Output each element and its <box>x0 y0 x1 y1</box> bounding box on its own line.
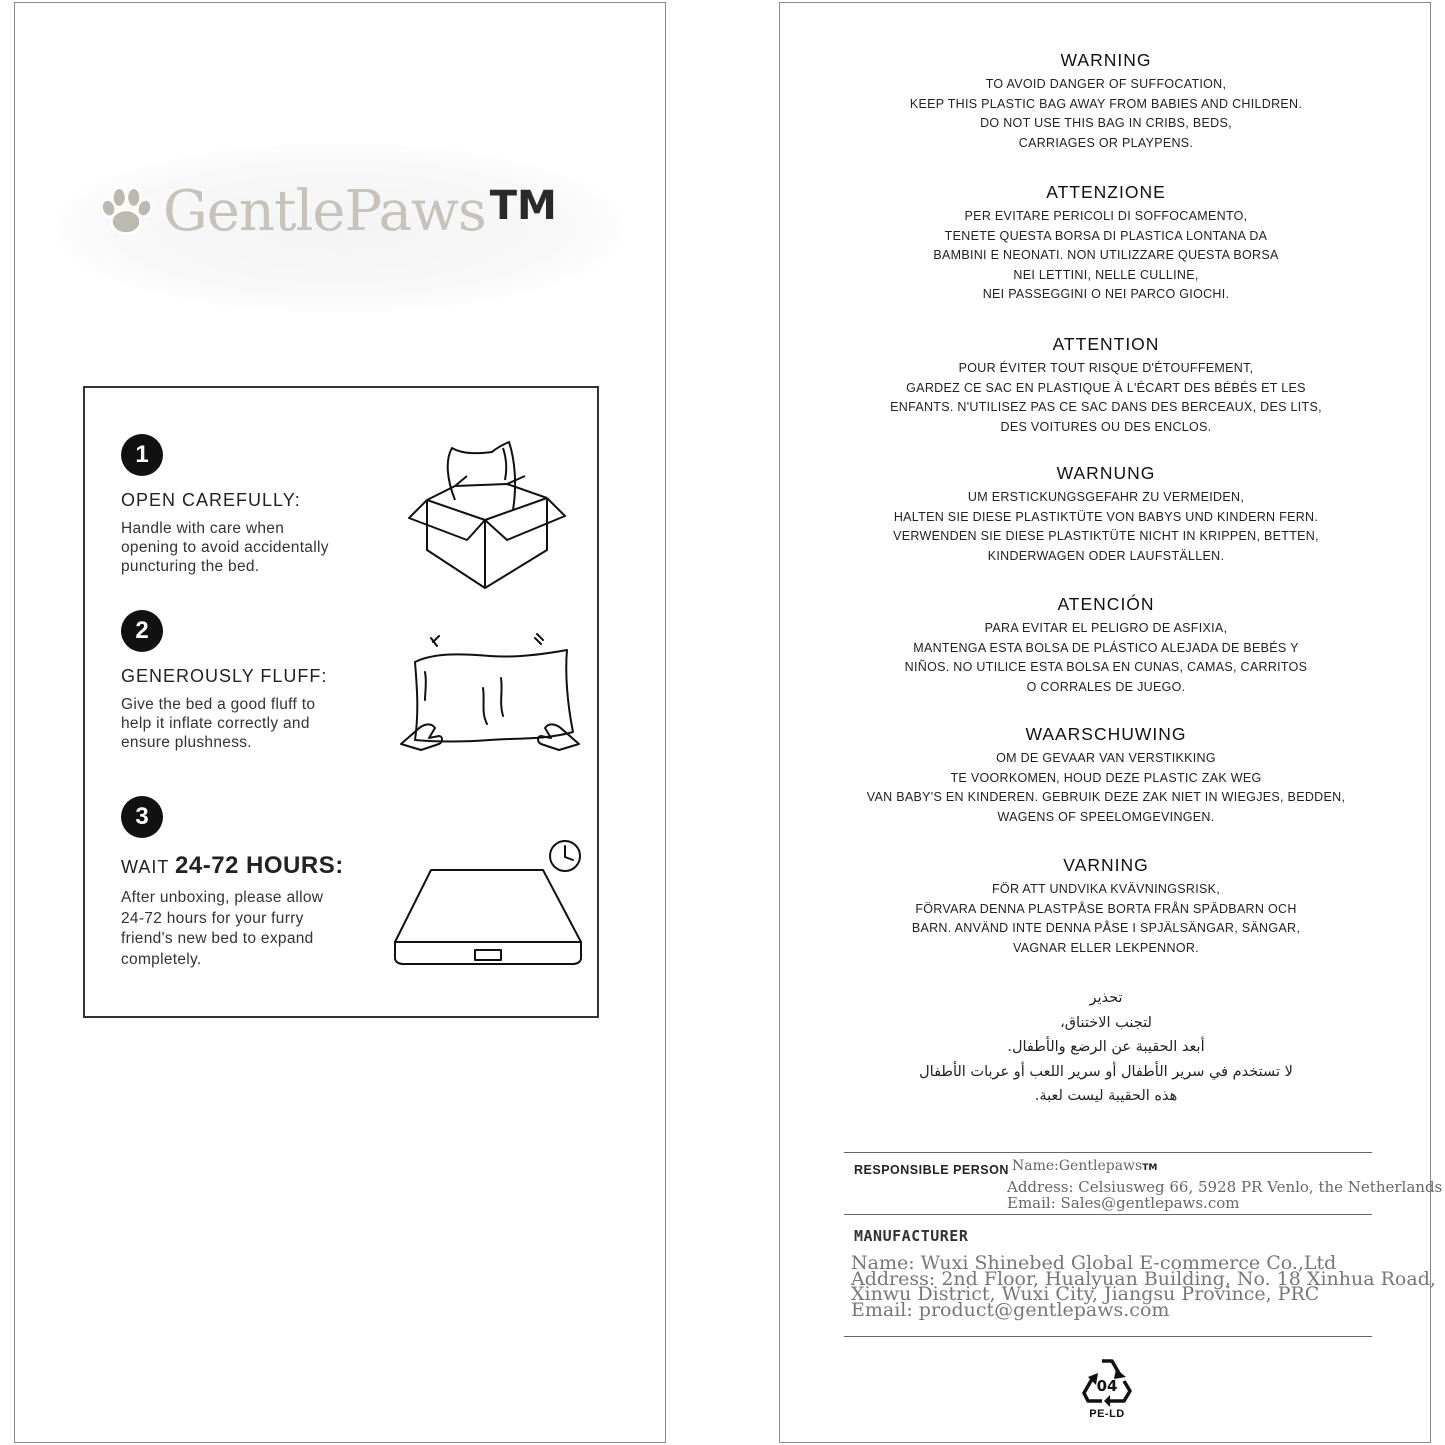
manufacturer-line: Address: 2nd Floor, Hualyuan Building, No. 18 Xinhua Road, <box>851 1267 1436 1290</box>
warning-block-sv <box>780 855 1432 958</box>
warning-line: TE VOORKOMEN, HOUD DEZE PLASTIC ZAK WEG <box>950 770 1262 785</box>
warning-block-de <box>780 463 1432 566</box>
warning-line: ENFANTS. N'UTILISEZ PAS CE SAC DANS DES BERCEAUX, DES LITS, <box>890 400 1322 414</box>
warning-line: NEI PASSEGGINI O NEI PARCO GIOCHI. <box>982 287 1230 301</box>
step-body-line: puncturing the bed. <box>121 558 260 575</box>
step-3 <box>121 796 411 970</box>
warning-line: KEEP THIS PLASTIC BAG AWAY FROM BABIES AND CHILDREN. <box>909 96 1303 111</box>
warnings-panel <box>779 2 1443 1443</box>
step-body-line: opening to avoid accidentally <box>121 539 329 556</box>
rp-trademark: TM <box>1142 1163 1158 1173</box>
warning-line: PARA EVITAR EL PELIGRO DE ASFIXIA, <box>984 621 1228 635</box>
warning-heading: ATTENZIONE <box>1046 182 1166 202</box>
step-body <box>121 519 381 576</box>
warning-line: VERWENDEN SIE DIESE PLASTIKTÜTE NICHT IN KRIPPEN, BETTEN, <box>893 529 1319 543</box>
step-title <box>121 852 411 880</box>
warning-line: BARN. ANVÄND INTE DENNA PÅSE I SPJÄLSÄNGAR, SÄNGAR, <box>911 921 1301 935</box>
steps-box <box>83 386 599 1018</box>
fluff-pillow-illustration <box>395 632 585 762</box>
warning-line: BAMBINI E NEONATI. NON UTILIZZARE QUESTA BORSA <box>933 248 1279 262</box>
step-body <box>121 888 411 970</box>
divider <box>844 1152 1372 1153</box>
warning-line: تحذير <box>1089 990 1123 1006</box>
step-title: OPEN CAREFULLY: <box>121 490 301 510</box>
divider <box>844 1336 1372 1337</box>
step-body-line: help it inflate correctly and <box>121 715 310 732</box>
step-title-bold: 24-72 HOURS: <box>175 852 344 879</box>
warning-block-es <box>780 594 1432 697</box>
warning-block-nl <box>780 724 1432 827</box>
warning-line: لتجنب الاختناق، <box>1060 1014 1152 1031</box>
manufacturer-label: MANUFACTURER <box>854 1227 969 1245</box>
rp-name: Name:Gentlepaws <box>1012 1158 1143 1174</box>
paw-icon <box>95 181 157 243</box>
step-body-line: completely. <box>121 950 202 968</box>
warning-line: POUR ÉVITER TOUT RISQUE D'ÉTOUFFEMENT, <box>958 361 1254 375</box>
manufacturer-line: Name: Wuxi Shinebed Global E-commerce Co.,Ltd <box>851 1252 1337 1274</box>
warning-line: KINDERWAGEN ODER LAUFSTÄLLEN. <box>987 548 1225 563</box>
brand-logo <box>95 179 557 244</box>
responsible-person-info <box>1007 1158 1443 1212</box>
warning-line: DO NOT USE THIS BAG IN CRIBS, BEDS, <box>980 116 1232 130</box>
trademark-mark: TM <box>489 182 557 229</box>
manufacturer-line: Email: product@gentlepaws.com <box>851 1298 1170 1321</box>
warning-line: WAGENS OF SPEELOMGEVINGEN. <box>997 809 1215 824</box>
warning-line: MANTENGA ESTA BOLSA DE PLÁSTICO ALEJADA DE BEBÉS Y <box>913 640 1299 655</box>
warning-line: VAGNAR ELLER LEKPENNOR. <box>1013 940 1199 955</box>
step-body-line: After unboxing, please allow <box>121 889 324 906</box>
warning-heading: ATENCIÓN <box>1057 594 1155 614</box>
instructions-panel <box>14 2 666 1443</box>
warning-line: NEI LETTINI, NELLE CULLINE, <box>1013 267 1199 282</box>
step-body-line: Give the bed a good fluff to <box>121 696 316 713</box>
responsible-person-label: RESPONSIBLE PERSON <box>854 1163 1009 1177</box>
step-body <box>121 695 381 752</box>
warning-line: هذه الحقيبة ليست لعبة. <box>1034 1088 1178 1104</box>
rp-address: Address: Celsiusweg 66, 5928 PR Venlo, the Netherlands <box>1007 1178 1443 1196</box>
recycle-triangle-icon <box>1080 1355 1134 1407</box>
step-number-badge: 3 <box>121 796 163 838</box>
step-body-line: 24-72 hours for your furry <box>121 909 304 927</box>
warning-line: FÖR ATT UNDVIKA KVÄVNINGSRISK, <box>991 882 1221 896</box>
warning-line: لا تستخدم في سرير الأطفال أو سرير اللعب أو عربات الأطفال <box>919 1063 1293 1080</box>
step-body-line: Handle with care when <box>121 520 285 537</box>
warning-line: GARDEZ CE SAC EN PLASTIQUE À L'ÉCART DES BÉBÉS ET LES <box>906 380 1306 395</box>
step-number-badge: 2 <box>121 610 163 652</box>
warning-heading: VARNING <box>1063 855 1149 875</box>
step-body-line: ensure plushness. <box>121 734 252 751</box>
step-body-line: friend's new bed to expand <box>121 930 314 947</box>
step-1 <box>121 434 381 576</box>
step-number-badge: 1 <box>121 434 163 476</box>
rp-email: Email: Sales@gentlepaws.com <box>1007 1194 1240 1212</box>
warning-heading: ATTENTION <box>1052 334 1160 354</box>
warning-line: DES VOITURES OU DES ENCLOS. <box>1000 419 1212 434</box>
warning-heading: WARNING <box>1060 50 1152 70</box>
warning-heading: WAARSCHUWING <box>1025 724 1187 744</box>
warning-block-it <box>780 182 1432 305</box>
warning-line: VAN BABY'S EN KINDEREN. GEBRUIK DEZE ZAK NIET IN WIEGJES, BEDDEN, <box>866 790 1346 804</box>
recycle-code: 04 <box>1096 1377 1118 1395</box>
warning-line: UM ERSTICKUNGSGEFAHR ZU VERMEIDEN, <box>967 490 1245 504</box>
warning-line: PER EVITARE PERICOLI DI SOFFOCAMENTO, <box>964 209 1248 223</box>
manufacturer-line: Xinwu District, Wuxi City, Jiangsu Province, PRC <box>851 1283 1320 1305</box>
manufacturer-info <box>851 1252 1436 1321</box>
divider <box>844 1214 1372 1215</box>
step-title-prefix: WAIT <box>121 857 175 877</box>
warning-line: NIÑOS. NO UTILICE ESTA BOLSA EN CUNAS, CAMAS, CARRITOS <box>904 660 1308 674</box>
step-2 <box>121 610 381 752</box>
recycle-label: PE-LD <box>1089 1408 1125 1420</box>
warning-heading: WARNUNG <box>1056 463 1156 483</box>
warning-line: FÖRVARA DENNA PLASTPÅSE BORTA FRÅN SPÄDBARN OCH <box>915 901 1297 916</box>
warning-line: TO AVOID DANGER OF SUFFOCATION, <box>985 77 1227 91</box>
warning-block-en <box>780 50 1432 153</box>
recycling-symbol <box>1080 1355 1134 1421</box>
warning-line: TENETE QUESTA BORSA DI PLASTICA LONTANA DA <box>944 228 1268 243</box>
warning-block-ar <box>780 986 1432 1109</box>
open-box-illustration <box>407 440 567 590</box>
bed-expand-illustration <box>391 838 587 972</box>
warning-block-fr <box>780 334 1432 437</box>
warning-line: O CORRALES DE JUEGO. <box>1026 679 1186 694</box>
step-title: GENEROUSLY FLUFF: <box>121 666 328 686</box>
warning-line: CARRIAGES OR PLAYPENS. <box>1018 135 1194 150</box>
warning-line: OM DE GEVAAR VAN VERSTIKKING <box>996 751 1216 765</box>
warning-line: أبعد الحقيبة عن الرضع والأطفال. <box>1007 1039 1205 1055</box>
brand-name: GentlePaws <box>163 179 486 244</box>
warning-line: HALTEN SIE DIESE PLASTIKTÜTE VON BABYS UND KINDERN FERN. <box>893 509 1319 524</box>
